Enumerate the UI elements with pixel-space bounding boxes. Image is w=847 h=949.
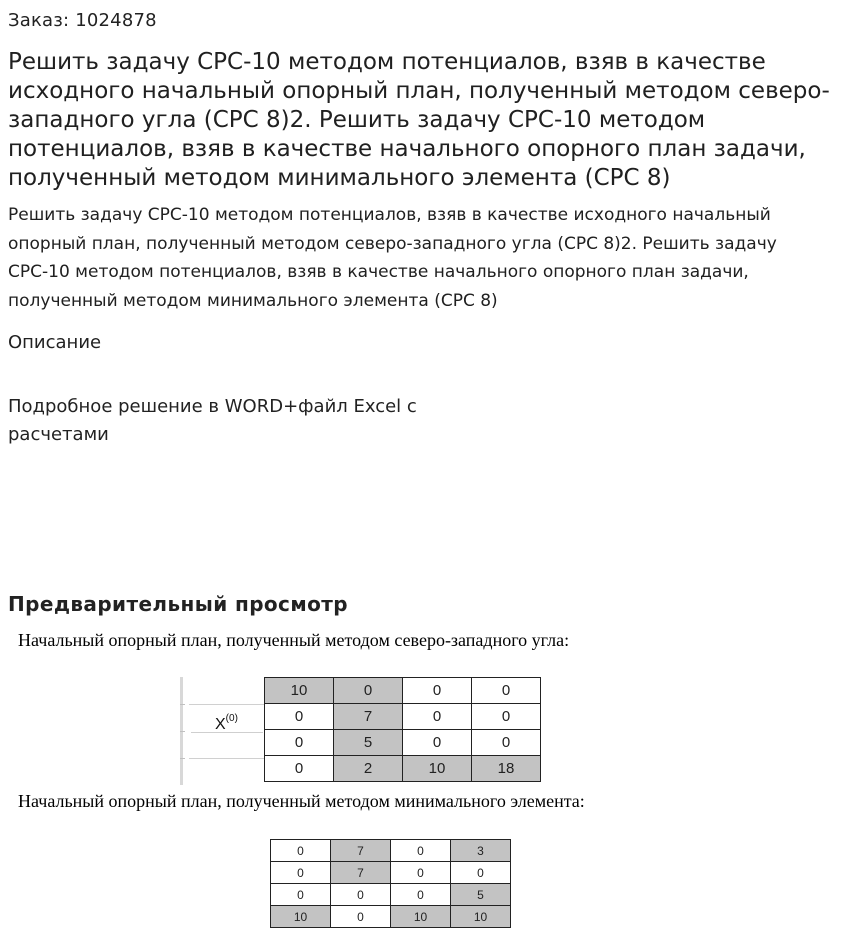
task-summary: Решить задачу СРС-10 методом потенциалов, взяв в качестве исходного начальный опорный план, полученный методом северо-западного угла (СРС 8)2. Решить задачу СРС-10 методом потенциалов, взяв в качестве начального опорного план задачи, полученный методом минимального элемента (СРС 8) bbox=[8, 205, 777, 311]
table-row bbox=[271, 906, 511, 928]
page-title: Решить задачу СРС-10 методом потенциалов, взяв в качестве исходного начальный опорный план, полученный методом северо-западного угла (СРС 8)2. Решить задачу СРС-10 методом потенциалов, взяв в качестве начального опорного план задачи, полученный методом минимального элемента (СРС 8) bbox=[8, 49, 830, 191]
table_nw-cell: 18 bbox=[472, 756, 541, 782]
table_nw-cell: 2 bbox=[334, 756, 403, 782]
table_nw-cell: 7 bbox=[334, 704, 403, 730]
table_min-cell: 0 bbox=[331, 906, 391, 928]
table_nw-cell: 0 bbox=[472, 730, 541, 756]
table_min-cell: 0 bbox=[271, 840, 331, 862]
table_min-cell: 10 bbox=[391, 906, 451, 928]
preview-heading: Предварительный просмотр bbox=[8, 592, 348, 616]
table_min-cell: 0 bbox=[391, 884, 451, 906]
table_nw-cell: 10 bbox=[265, 678, 334, 704]
table_nw-cell: 0 bbox=[403, 730, 472, 756]
description-heading: Описание bbox=[8, 332, 102, 353]
table-row bbox=[265, 756, 541, 782]
table_min-cell: 7 bbox=[331, 840, 391, 862]
table_nw-cell: 5 bbox=[334, 730, 403, 756]
order-number: Заказ: 1024878 bbox=[8, 10, 157, 31]
table-row bbox=[265, 704, 541, 730]
plan-grid-min-element bbox=[270, 839, 511, 928]
table-row bbox=[271, 840, 511, 862]
plan-matrix-symbol: X bbox=[215, 716, 226, 733]
table_nw-cell: 0 bbox=[265, 730, 334, 756]
plan-matrix-superscript: (0) bbox=[225, 713, 238, 724]
table_min-cell: 0 bbox=[451, 862, 511, 884]
table-row bbox=[265, 678, 541, 704]
description-text: Подробное решение в WORD+файл Excel с расчетами bbox=[8, 396, 417, 445]
table_min-cell: 0 bbox=[331, 884, 391, 906]
plan-table-northwest bbox=[180, 677, 544, 785]
preview-caption-min-element: Начальный опорный план, полученный методом минимального элемента: bbox=[18, 791, 585, 811]
table_nw-cell: 0 bbox=[403, 704, 472, 730]
table_nw-cell: 0 bbox=[472, 704, 541, 730]
table_min-cell: 0 bbox=[271, 884, 331, 906]
table-row bbox=[265, 730, 541, 756]
plan-grid-northwest bbox=[264, 677, 541, 782]
table_nw-cell: 0 bbox=[265, 756, 334, 782]
table_nw-cell: 0 bbox=[265, 704, 334, 730]
table_nw-cell: 0 bbox=[334, 678, 403, 704]
table_nw-cell: 10 bbox=[403, 756, 472, 782]
table_min-cell: 0 bbox=[391, 862, 451, 884]
plan-matrix-label bbox=[215, 710, 238, 734]
table_nw-cell: 0 bbox=[472, 678, 541, 704]
table_min-cell: 0 bbox=[271, 862, 331, 884]
table-row bbox=[271, 862, 511, 884]
table_min-cell: 5 bbox=[451, 884, 511, 906]
table_min-cell: 10 bbox=[271, 906, 331, 928]
table_min-cell: 3 bbox=[451, 840, 511, 862]
table_min-cell: 10 bbox=[451, 906, 511, 928]
table_nw-cell: 0 bbox=[403, 678, 472, 704]
plan-label-column bbox=[180, 677, 267, 785]
table-row bbox=[271, 884, 511, 906]
preview-caption-northwest: Начальный опорный план, полученный методом северо-западного угла: bbox=[18, 630, 570, 650]
table_min-cell: 0 bbox=[391, 840, 451, 862]
table_min-cell: 7 bbox=[331, 862, 391, 884]
